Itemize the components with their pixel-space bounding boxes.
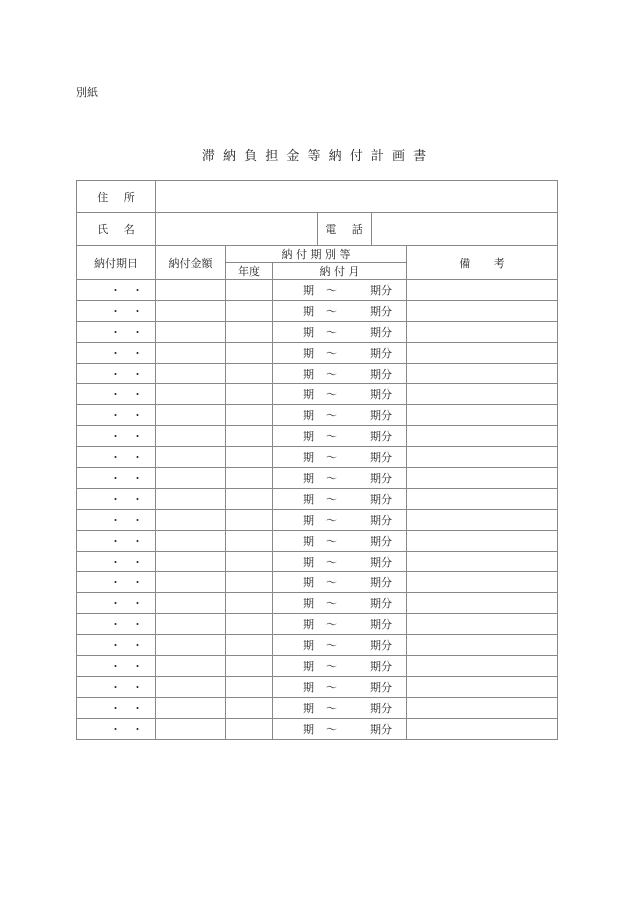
period-start-label: 期 [303, 304, 314, 318]
payment-month-cell[interactable] [273, 468, 407, 489]
fiscal-year-cell[interactable] [226, 321, 273, 342]
date-separator: ・ [110, 701, 121, 715]
fiscal-year-cell[interactable] [226, 656, 273, 677]
payment-month-cell[interactable] [273, 656, 407, 677]
payment-date-cell[interactable] [77, 447, 156, 468]
date-separator: ・ [110, 722, 121, 736]
table-row [77, 426, 558, 447]
remarks-cell[interactable] [407, 363, 558, 384]
remarks-cell[interactable] [407, 676, 558, 697]
period-end-label: 期分 [370, 346, 392, 360]
col-payment-date-header: 納付期日 [77, 246, 156, 280]
fiscal-year-cell[interactable] [226, 488, 273, 509]
period-start-label: 期 [303, 597, 314, 611]
table-row [77, 321, 558, 342]
remarks-cell[interactable] [407, 342, 558, 363]
period-start-label: 期 [303, 367, 314, 381]
period-end-label: 期分 [370, 597, 392, 611]
period-start-label: 期 [303, 451, 314, 465]
payment-date-cell[interactable] [77, 551, 156, 572]
payment-month-cell[interactable] [273, 635, 407, 656]
fiscal-year-cell[interactable] [226, 697, 273, 718]
tilde-separator: 〜 [326, 618, 337, 632]
remarks-cell[interactable] [407, 718, 558, 739]
payment-month-cell[interactable] [273, 593, 407, 614]
date-separator: ・ [110, 367, 121, 381]
attachment-label: 別紙 [76, 86, 98, 99]
period-start-label: 期 [303, 534, 314, 548]
period-start-label: 期 [303, 513, 314, 527]
period-start-label: 期 [303, 576, 314, 590]
fiscal-year-cell[interactable] [226, 676, 273, 697]
payment-month-cell[interactable] [273, 321, 407, 342]
payment-date-cell[interactable] [77, 697, 156, 718]
date-separator: ・ [132, 701, 143, 715]
col-period-group-header: 納 付 期 別 等 [226, 246, 407, 263]
payment-date-cell[interactable] [77, 321, 156, 342]
payment-date-cell[interactable] [77, 656, 156, 677]
date-separator: ・ [132, 659, 143, 673]
payment-date-cell[interactable] [77, 280, 156, 301]
date-separator: ・ [132, 430, 143, 444]
col-payment-amount-header: 納付金額 [156, 246, 226, 280]
name-field[interactable] [156, 213, 318, 245]
period-start-label: 期 [303, 618, 314, 632]
period-end-label: 期分 [370, 492, 392, 506]
remarks-cell[interactable] [407, 280, 558, 301]
fiscal-year-cell[interactable] [226, 509, 273, 530]
fiscal-year-cell[interactable] [226, 447, 273, 468]
tilde-separator: 〜 [326, 680, 337, 694]
date-separator: ・ [110, 325, 121, 339]
period-end-label: 期分 [370, 534, 392, 548]
document-title: 滞 納 負 担 金 等 納 付 計 画 書 [201, 149, 429, 164]
remarks-cell[interactable] [407, 300, 558, 321]
period-end-label: 期分 [370, 722, 392, 736]
date-separator: ・ [110, 304, 121, 318]
period-end-label: 期分 [370, 618, 392, 632]
name-phone-container [156, 213, 558, 246]
fiscal-year-cell[interactable] [226, 551, 273, 572]
payment-date-cell[interactable] [77, 426, 156, 447]
payment-month-cell[interactable] [273, 447, 407, 468]
payment-date-cell[interactable] [77, 405, 156, 426]
tilde-separator: 〜 [326, 346, 337, 360]
period-start-label: 期 [303, 722, 314, 736]
period-start-label: 期 [303, 659, 314, 673]
payment-date-cell[interactable] [77, 593, 156, 614]
period-start-label: 期 [303, 430, 314, 444]
date-separator: ・ [110, 513, 121, 527]
period-end-label: 期分 [370, 701, 392, 715]
table-row [77, 676, 558, 697]
table-row [77, 468, 558, 489]
table-row [77, 718, 558, 739]
table-row [77, 551, 558, 572]
payment-amount-cell[interactable] [156, 697, 226, 718]
period-start-label: 期 [303, 325, 314, 339]
col-payment-month-header: 納 付 月 [273, 263, 407, 280]
date-separator: ・ [110, 659, 121, 673]
date-separator: ・ [132, 513, 143, 527]
payment-amount-cell[interactable] [156, 447, 226, 468]
tilde-separator: 〜 [326, 325, 337, 339]
address-row [77, 181, 558, 213]
remarks-cell[interactable] [407, 447, 558, 468]
period-end-label: 期分 [370, 388, 392, 402]
remarks-cell[interactable] [407, 614, 558, 635]
fiscal-year-cell[interactable] [226, 530, 273, 551]
period-end-label: 期分 [370, 471, 392, 485]
date-separator: ・ [110, 471, 121, 485]
date-separator: ・ [110, 618, 121, 632]
table-row [77, 342, 558, 363]
period-start-label: 期 [303, 555, 314, 569]
table-row [77, 697, 558, 718]
payment-month-cell[interactable] [273, 572, 407, 593]
remarks-cell[interactable] [407, 635, 558, 656]
payment-month-cell[interactable] [273, 280, 407, 301]
remarks-cell[interactable] [407, 656, 558, 677]
payment-amount-cell[interactable] [156, 635, 226, 656]
tilde-separator: 〜 [326, 471, 337, 485]
tilde-separator: 〜 [326, 283, 337, 297]
date-separator: ・ [110, 409, 121, 423]
payment-plan-table [76, 180, 558, 740]
date-separator: ・ [132, 555, 143, 569]
tilde-separator: 〜 [326, 722, 337, 736]
payment-month-cell[interactable] [273, 551, 407, 572]
date-separator: ・ [132, 409, 143, 423]
table-row [77, 572, 558, 593]
payment-date-cell[interactable] [77, 363, 156, 384]
date-separator: ・ [132, 304, 143, 318]
table-row [77, 635, 558, 656]
date-separator: ・ [110, 492, 121, 506]
payment-date-cell[interactable] [77, 488, 156, 509]
date-separator: ・ [132, 618, 143, 632]
remarks-cell[interactable] [407, 551, 558, 572]
fiscal-year-cell[interactable] [226, 593, 273, 614]
payment-month-cell[interactable] [273, 509, 407, 530]
payment-amount-cell[interactable] [156, 572, 226, 593]
payment-date-cell[interactable] [77, 635, 156, 656]
date-separator: ・ [132, 471, 143, 485]
remarks-cell[interactable] [407, 593, 558, 614]
payment-amount-cell[interactable] [156, 363, 226, 384]
address-field[interactable] [156, 181, 558, 213]
date-separator: ・ [132, 576, 143, 590]
payment-month-cell[interactable] [273, 342, 407, 363]
date-separator: ・ [110, 639, 121, 653]
tilde-separator: 〜 [326, 304, 337, 318]
payment-amount-cell[interactable] [156, 551, 226, 572]
col-fiscal-year-header: 年度 [226, 263, 273, 280]
fiscal-year-cell[interactable] [226, 405, 273, 426]
table-row [77, 614, 558, 635]
date-separator: ・ [110, 430, 121, 444]
date-separator: ・ [132, 283, 143, 297]
period-start-label: 期 [303, 409, 314, 423]
payment-amount-cell[interactable] [156, 300, 226, 321]
payment-date-cell[interactable] [77, 676, 156, 697]
payment-month-cell[interactable] [273, 363, 407, 384]
period-end-label: 期分 [370, 555, 392, 569]
payment-month-cell[interactable] [273, 676, 407, 697]
period-end-label: 期分 [370, 283, 392, 297]
tilde-separator: 〜 [326, 451, 337, 465]
payment-date-cell[interactable] [77, 572, 156, 593]
fiscal-year-cell[interactable] [226, 635, 273, 656]
date-separator: ・ [132, 492, 143, 506]
period-end-label: 期分 [370, 576, 392, 590]
table-row [77, 384, 558, 405]
name-row [77, 213, 558, 246]
fiscal-year-cell[interactable] [226, 614, 273, 635]
period-start-label: 期 [303, 388, 314, 402]
col-remarks-header: 備 考 [407, 246, 558, 280]
payment-amount-cell[interactable] [156, 426, 226, 447]
table-row [77, 280, 558, 301]
table-row [77, 593, 558, 614]
payment-amount-cell[interactable] [156, 342, 226, 363]
period-end-label: 期分 [370, 680, 392, 694]
payment-amount-cell[interactable] [156, 718, 226, 739]
period-end-label: 期分 [370, 451, 392, 465]
address-label: 住 所 [77, 181, 156, 213]
period-end-label: 期分 [370, 409, 392, 423]
payment-date-cell[interactable] [77, 384, 156, 405]
payment-amount-cell[interactable] [156, 468, 226, 489]
table-row [77, 488, 558, 509]
period-start-label: 期 [303, 492, 314, 506]
remarks-cell[interactable] [407, 572, 558, 593]
payment-amount-cell[interactable] [156, 530, 226, 551]
period-start-label: 期 [303, 346, 314, 360]
remarks-cell[interactable] [407, 321, 558, 342]
period-end-label: 期分 [370, 513, 392, 527]
tilde-separator: 〜 [326, 639, 337, 653]
table-row [77, 363, 558, 384]
fiscal-year-cell[interactable] [226, 280, 273, 301]
tilde-separator: 〜 [326, 388, 337, 402]
fiscal-year-cell[interactable] [226, 363, 273, 384]
payment-month-cell[interactable] [273, 405, 407, 426]
payment-month-cell[interactable] [273, 300, 407, 321]
payment-month-cell[interactable] [273, 488, 407, 509]
date-separator: ・ [132, 388, 143, 402]
period-start-label: 期 [303, 639, 314, 653]
name-label: 氏 名 [77, 213, 156, 246]
fiscal-year-cell[interactable] [226, 572, 273, 593]
fiscal-year-cell[interactable] [226, 718, 273, 739]
date-separator: ・ [132, 534, 143, 548]
table-row [77, 405, 558, 426]
table-row [77, 509, 558, 530]
phone-field[interactable] [372, 213, 558, 245]
remarks-cell[interactable] [407, 405, 558, 426]
remarks-cell[interactable] [407, 426, 558, 447]
payment-month-cell[interactable] [273, 614, 407, 635]
payment-amount-cell[interactable] [156, 593, 226, 614]
payment-amount-cell[interactable] [156, 405, 226, 426]
date-separator: ・ [110, 388, 121, 402]
date-separator: ・ [110, 534, 121, 548]
remarks-cell[interactable] [407, 509, 558, 530]
table-row [77, 530, 558, 551]
tilde-separator: 〜 [326, 597, 337, 611]
fiscal-year-cell[interactable] [226, 300, 273, 321]
tilde-separator: 〜 [326, 555, 337, 569]
payment-amount-cell[interactable] [156, 676, 226, 697]
table-row [77, 656, 558, 677]
payment-amount-cell[interactable] [156, 321, 226, 342]
period-start-label: 期 [303, 471, 314, 485]
payment-date-cell[interactable] [77, 530, 156, 551]
payment-date-cell[interactable] [77, 468, 156, 489]
tilde-separator: 〜 [326, 367, 337, 381]
date-separator: ・ [132, 680, 143, 694]
payment-date-cell[interactable] [77, 509, 156, 530]
fiscal-year-cell[interactable] [226, 426, 273, 447]
date-separator: ・ [110, 576, 121, 590]
table-row [77, 300, 558, 321]
period-end-label: 期分 [370, 430, 392, 444]
date-separator: ・ [132, 451, 143, 465]
period-end-label: 期分 [370, 367, 392, 381]
remarks-cell[interactable] [407, 530, 558, 551]
payment-amount-cell[interactable] [156, 656, 226, 677]
payment-month-cell[interactable] [273, 697, 407, 718]
remarks-cell[interactable] [407, 384, 558, 405]
period-start-label: 期 [303, 283, 314, 297]
period-start-label: 期 [303, 680, 314, 694]
payment-amount-cell[interactable] [156, 614, 226, 635]
tilde-separator: 〜 [326, 659, 337, 673]
phone-label: 電 話 [318, 213, 372, 245]
payment-amount-cell[interactable] [156, 384, 226, 405]
date-separator: ・ [132, 325, 143, 339]
period-start-label: 期 [303, 701, 314, 715]
tilde-separator: 〜 [326, 701, 337, 715]
date-separator: ・ [132, 722, 143, 736]
tilde-separator: 〜 [326, 492, 337, 506]
date-separator: ・ [110, 283, 121, 297]
payment-month-cell[interactable] [273, 718, 407, 739]
payment-amount-cell[interactable] [156, 509, 226, 530]
payment-month-cell[interactable] [273, 530, 407, 551]
tilde-separator: 〜 [326, 534, 337, 548]
payment-date-cell[interactable] [77, 614, 156, 635]
payment-date-cell[interactable] [77, 342, 156, 363]
period-end-label: 期分 [370, 639, 392, 653]
header-row-1 [77, 246, 558, 263]
payment-date-cell[interactable] [77, 300, 156, 321]
remarks-cell[interactable] [407, 488, 558, 509]
payment-month-cell[interactable] [273, 426, 407, 447]
payment-date-cell[interactable] [77, 718, 156, 739]
period-end-label: 期分 [370, 304, 392, 318]
remarks-cell[interactable] [407, 468, 558, 489]
date-separator: ・ [132, 639, 143, 653]
date-separator: ・ [132, 346, 143, 360]
date-separator: ・ [110, 555, 121, 569]
date-separator: ・ [132, 367, 143, 381]
period-end-label: 期分 [370, 659, 392, 673]
date-separator: ・ [110, 346, 121, 360]
tilde-separator: 〜 [326, 409, 337, 423]
payment-amount-cell[interactable] [156, 280, 226, 301]
date-separator: ・ [110, 597, 121, 611]
fiscal-year-cell[interactable] [226, 342, 273, 363]
date-separator: ・ [110, 451, 121, 465]
tilde-separator: 〜 [326, 513, 337, 527]
tilde-separator: 〜 [326, 576, 337, 590]
remarks-cell[interactable] [407, 697, 558, 718]
fiscal-year-cell[interactable] [226, 468, 273, 489]
period-end-label: 期分 [370, 325, 392, 339]
date-separator: ・ [110, 680, 121, 694]
date-separator: ・ [132, 597, 143, 611]
payment-month-cell[interactable] [273, 384, 407, 405]
table-row [77, 447, 558, 468]
tilde-separator: 〜 [326, 430, 337, 444]
payment-amount-cell[interactable] [156, 488, 226, 509]
fiscal-year-cell[interactable] [226, 384, 273, 405]
